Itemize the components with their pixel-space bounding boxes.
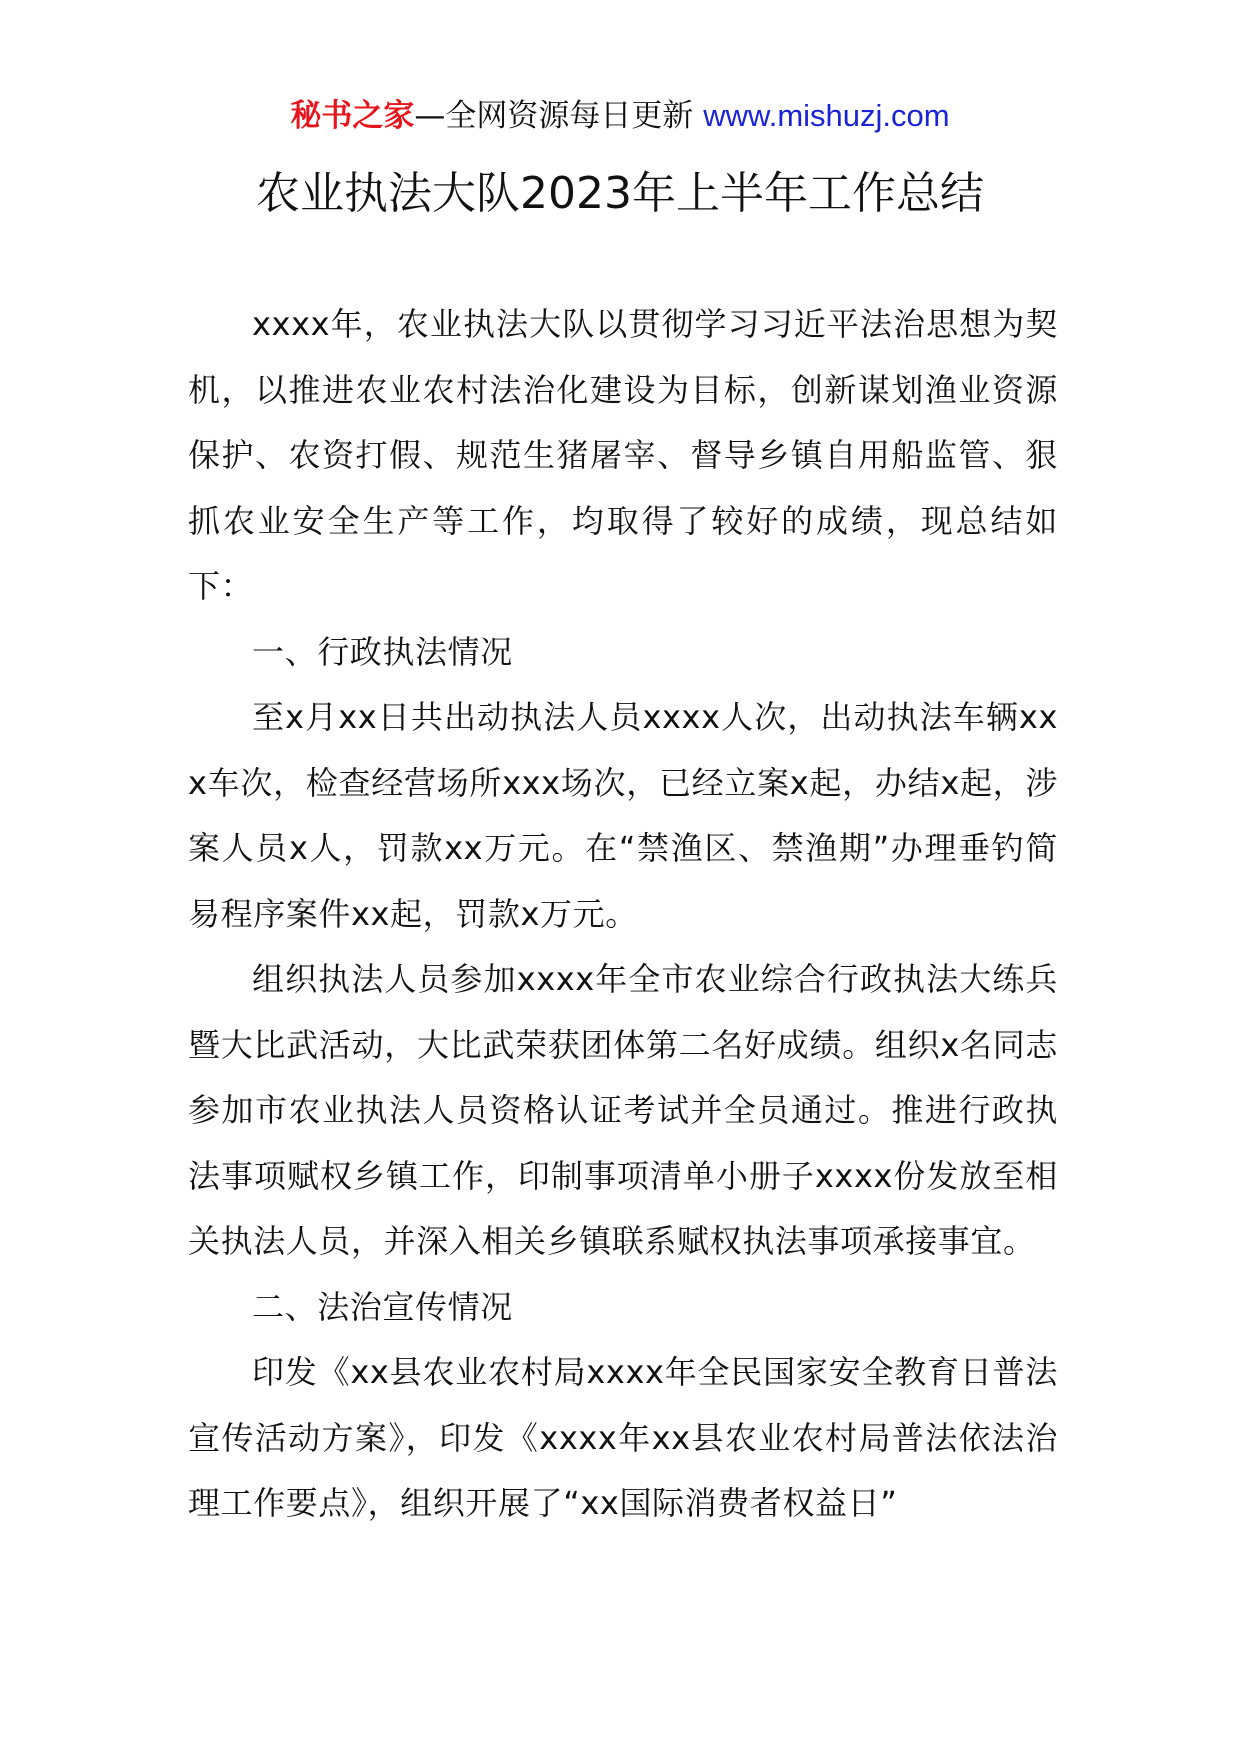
- site-header: [0, 96, 1240, 136]
- document-body: [188, 292, 1058, 1537]
- section-heading-publicity: 二、法治宣传情况: [252, 1287, 513, 1326]
- enforcement-paragraph: 至x月xx日共出动执法人员xxxx人次，出动执法车辆xxx车次，检查经营场所xxx场次，已经立案x起，办结x起，涉案人员x人，罚款xx万元。在“禁渔区、禁渔期”办理垂钓简易程序案件xx起，罚款x万元。: [188, 698, 1058, 933]
- site-brand: 秘书之家: [290, 98, 415, 134]
- document-title: 农业执法大队2023年上半年工作总结: [256, 168, 984, 219]
- publicity-paragraph: 印发《xx县农业农村局xxxx年全民国家安全教育日普法宣传活动方案》，印发《xxxx年xx县农业农村局普法依法治理工作要点》，组织开展了“xx国际消费者权益日”: [188, 1353, 1058, 1522]
- site-tagline: —全网资源每日更新: [414, 98, 694, 134]
- section-heading-enforcement: 一、行政执法情况: [252, 632, 513, 671]
- intro-paragraph: xxxx年，农业执法大队以贯彻学习习近平法治思想为契机，以推进农业农村法治化建设为目标，创新谋划渔业资源保护、农资打假、规范生猪屠宰、督导乡镇自用船监管、狠抓农业安全生产等工作，均取得了较好的成绩，现总结如下：: [188, 305, 1058, 605]
- site-url-link[interactable]: www.mishuzj.com: [703, 98, 950, 133]
- training-paragraph: 组织执法人员参加xxxx年全市农业综合行政执法大练兵暨大比武活动，大比武荣获团体第二名好成绩。组织x名同志参加市农业执法人员资格认证考试并全员通过。推进行政执法事项赋权乡镇工作，印制事项清单小册子xxxx份发放至相关执法人员，并深入相关乡镇联系赋权执法事项承接事宜。: [188, 960, 1058, 1260]
